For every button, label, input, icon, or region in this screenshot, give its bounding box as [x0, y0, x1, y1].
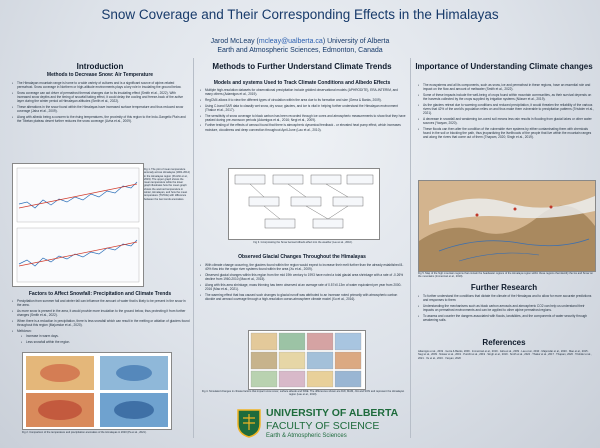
- models-bullet: ▪ Using C-band SAR data to classify wet snow, dry snow, glaciers, and ice is vital in helping further understand the Himalayan environment (Thakur et al., 2017).: [205, 104, 406, 112]
- observed-heading: Observed Glacial Changes Throughout the Himalayas: [238, 254, 366, 260]
- factors-sub-bullet: ▪ Increase in warm days.: [26, 334, 190, 338]
- figure-4: [248, 330, 366, 390]
- figure-5-caption: Fig 5. Map of the high mountain regions that contain the headwater regions of the Himalaya region within these regions that identify the Ice and Snow on the mountains (Immerzeel et al., 2019).: [418, 272, 593, 279]
- factors-sub-bullet: ▪ Less snowfall within the region.: [26, 340, 190, 344]
- university-logo: [236, 404, 406, 444]
- intro-bullet: ▪ The Himalayan mountain range is home to a wide variety of cultures and is a significant source of alpine-related permafrost. Snow coverage in Northern or high-altitude environments plays a key role in insulating the ground below.: [17, 81, 190, 89]
- column-divider: [193, 58, 194, 438]
- intro-bullet: ▪ Along with albedo being a concern to the rising temperatures, the proximity of this region to the Indo-Gangetic Plain and the Tibetan plateau desert further reduces the snow coverage (Uzha et al., 2009).: [17, 115, 190, 123]
- figure-4-caption: Fig 4. Simulated changes in climate factors that impact snow cover, surface albedo and SWE. The differences shown are DJF, MAM, JJA and SON and represent the Himalayan region (Lau et al., 2010).: [201, 390, 405, 397]
- models-subheading: Models and systems Used to Track Climate Conditions and Albedo Effects: [213, 80, 391, 86]
- author-name: Jarod McLeay (: [210, 38, 259, 45]
- logo-line-1: UNIVERSITY OF ALBERTA: [266, 407, 399, 419]
- importance-heading: Importance of Understanding Climate changes: [415, 62, 593, 71]
- factors-bullet: ▪ As more snow is present in the area, it would provide more insulation to the ground below, thus protecting it from further changes (Smith et al., 2022).: [17, 309, 190, 317]
- models-text: [200, 88, 406, 133]
- logo-line-2: FACULTY OF SCIENCE: [266, 420, 380, 432]
- figure-3: [228, 168, 380, 240]
- references-text: Adamigos et al., 2019 · Gerra & Banks, 2009 · Immerzeel et al., 2019 · Jaha et al., 2009 · Lau et al., 2010 · Majumdar et al., 2020 · Mao et al., 2015 · Negi et al., 2009 · Nüsser et al., 2019 · Purohit et al., 2019 · Singh et al., 2019 · Smith et al., 2022 · Thakur et al., 2017 · Thapam, 2020 · Trisbder et al., 2021 · Xu et al., 2016 · Yaoyan, 2020: [418, 350, 592, 360]
- anomaly-maps: [23, 353, 171, 429]
- references-heading: References: [482, 338, 526, 347]
- intro-text: [12, 81, 190, 125]
- logo-line-3: Earth & Atmospheric Sciences: [266, 433, 347, 439]
- observed-bullet: ▪ Along with this area shrinkage, mass thinning has been observed at an average rate of 0.57±0.13m of water equivalent per year from 2000-2016 (Mao et al., 2021).: [205, 283, 406, 291]
- research-bullet: ▪ To assess and counter the dangers associated with floods, landslides, and the components of water security through weakening soils.: [423, 314, 594, 322]
- research-heading: Further Research: [470, 283, 538, 292]
- research-text: [418, 294, 594, 324]
- factors-heading: Factors to Affect Snowfall: Precipitation and Climate Trends: [28, 291, 172, 297]
- observed-text: [200, 263, 406, 303]
- importance-bullet: ▪ The ecosystems and all its components, such as snow, ice and permafrost in these regions, have an essential role and impact on the flow and amount of meltwater (Smith et al., 2022).: [423, 83, 594, 91]
- importance-bullet: ▪ A decrease in snowfall and weakening ice-cored soil means less rain results in flooding from glacial lakes or other water sources (Yaoyan, 2020).: [423, 117, 594, 125]
- author-block: [150, 37, 450, 55]
- factors-bullet: ▪ Meltdown:: [17, 329, 190, 333]
- temperature-anomaly-plot: [13, 164, 143, 286]
- observed-bullet: ▪ Observed glacial changes within this region from the mid 19th century to 1993 have noted a total glacial area shrinkage with a rate of -0.26% decline from 1960-2010 (Mao et al., 2015).: [205, 273, 406, 281]
- factors-bullet: ▪ Precipitation from summer fall and winter fall can influence the amount of water that is likely to be present in the snow in the area.: [17, 299, 190, 307]
- models-bullet: ▪ RegCM4 allows it to view the different types of circulation within the area due to its formation and size (Gerra & Banks, 2009).: [205, 98, 406, 102]
- importance-text: [418, 83, 594, 141]
- observed-bullet: ▪ With climate change occurring, the glaciers found within the region would expect to increase their melt further than the already established 8-40% flow into the major river systems found within the area (Xu et al., 2009).: [205, 263, 406, 271]
- poster-title: Snow Coverage and Their Corresponding Effects in the Himalayas: [101, 7, 499, 22]
- methods-heading: Methods to Further Understand Climate Trends: [212, 62, 392, 71]
- methods-subheading: Methods to Decrease Snow: Air Temperature: [46, 72, 154, 78]
- figure-5: [418, 180, 596, 272]
- figure-3-caption: Fig 3. Incorporating the Snow Aerosol Albedo effect into the weather (Lau et al., 2010).: [253, 241, 353, 244]
- models-bullet: ▪ Further testing of the effects of aerosol found that there is atmospheric dynamical feedback - or elevated heat pump effect, which increases moisture, cloudiness and deep convection throughout April-June (Lau et al., 2010).: [205, 123, 406, 131]
- figure-1-caption: Fig 1. The plot of mean temperature anomaly across Himalayas (1901-2014) in the Himalayas region (Purohit et al., 2019). The upper graph shows the mean temperature while the lower graph illustrates how the mean graph shows the warmed temperature in winter, Himalayan, and how the mean temperature (TIVICE) with difference between the two trends anomalies.: [144, 168, 190, 201]
- author-line: [150, 37, 450, 46]
- intro-bullet: ▪ Snow coverage can act driver of permafrost thermal changes due to its insulating effect (Smith et al., 2022). With increased snow depths and the timing of snowfall taking effect, it could delay the cooling and freeze-back of the active layer during the winter period at Himalayan altitudes (Smith et al., 2022).: [17, 91, 190, 104]
- simulated-change-maps: [249, 331, 365, 389]
- high-mountain-map: [419, 181, 595, 271]
- column-divider: [410, 58, 411, 438]
- factors-text: [12, 299, 190, 346]
- figure-1: [12, 163, 144, 287]
- university-crest-icon: [236, 408, 262, 438]
- research-bullet: ▪ To further understand the conditions that dictate the climate of the Himalayas and to allow for more accurate predictions and responses to them:: [423, 294, 594, 302]
- author-affiliation: ) University of Alberta: [322, 38, 390, 45]
- intro-heading: Introduction: [76, 62, 124, 71]
- department-line: Earth and Atmospheric Sciences, Edmonton, Canada: [217, 47, 383, 54]
- author-email-link[interactable]: mcleay@ualberta.ca: [258, 38, 323, 45]
- research-bullet: ▪ Understanding the mechanisms such as black carbon aerosols and atmospheric CO2 can help us understand their impacts on permafrost environments and can be applied to other alpine permafrost regions.: [423, 304, 594, 312]
- importance-bullet: ▪ These floods can then alter the condition of the vulnerable river systems by either contaminating them with chemicals found in the soil or blocking the path, thus jeopardizing the livelihoods of the people that live within the mountain ranges and along the rivers that come out of them (Thapam, 2020; Singh et al., 2019).: [423, 127, 594, 140]
- figure-2-caption: Fig 2. Comparison of the temperature and precipitation anomalies of the Himalayas in 2020 (Pa et al., 2021).: [22, 431, 147, 434]
- models-bullet: ▪ Multiple high-resolution datasets for observational precipitation include gridded observational models (APHRODITE), ERA-INTERIM, and many others (Adamigos et al., 2019).: [205, 88, 406, 96]
- snow-albedo-diagram: [229, 169, 379, 239]
- figure-2: [22, 352, 172, 430]
- importance-bullet: ▪ Some of these impacts include the well-being of crops found within mountain communities, as their survival depends on the harvests collected by the crops supplied by irrigation systems (Nüsser et al., 2019).: [423, 93, 594, 101]
- observed-bullet: ▪ The warming effect that has caused such changes to glacial runoff was attributed to an increase noted primarily with atmospheric carbon dioxide and aerosol coverage through a high-resolution ocean-atmosphere climate model (Xu et al., 2016).: [205, 293, 406, 301]
- models-bullet: ▪ The sensitivity of snow coverage to black carbon has been recorded through ice cores and atmospheric measurements to show that they have peaked during pre-monsoon periods (Adamigos et al., 2016; Negi et al., 2009).: [205, 114, 406, 122]
- factors-bullet: ▪ When there is a reduction in precipitation, there is less snowfall which can result in the melting or ablation of glaciers found throughout this region (Majumdar et al., 2020).: [17, 319, 190, 327]
- intro-bullet: ▪ These alterations in the snow found within the Himalayas have increased surface temperature and thus reduced snow coverage (Jaha et al., 2009).: [17, 105, 190, 113]
- importance-bullet: ▪ As the glaciers retreat due to warming conditions and reduced precipitation, it would threaten the reliability of the various rivers that 42% of the world's population relies on and thus make them vulnerable to precipitation patterns (Trisbder et al., 2021).: [423, 103, 594, 116]
